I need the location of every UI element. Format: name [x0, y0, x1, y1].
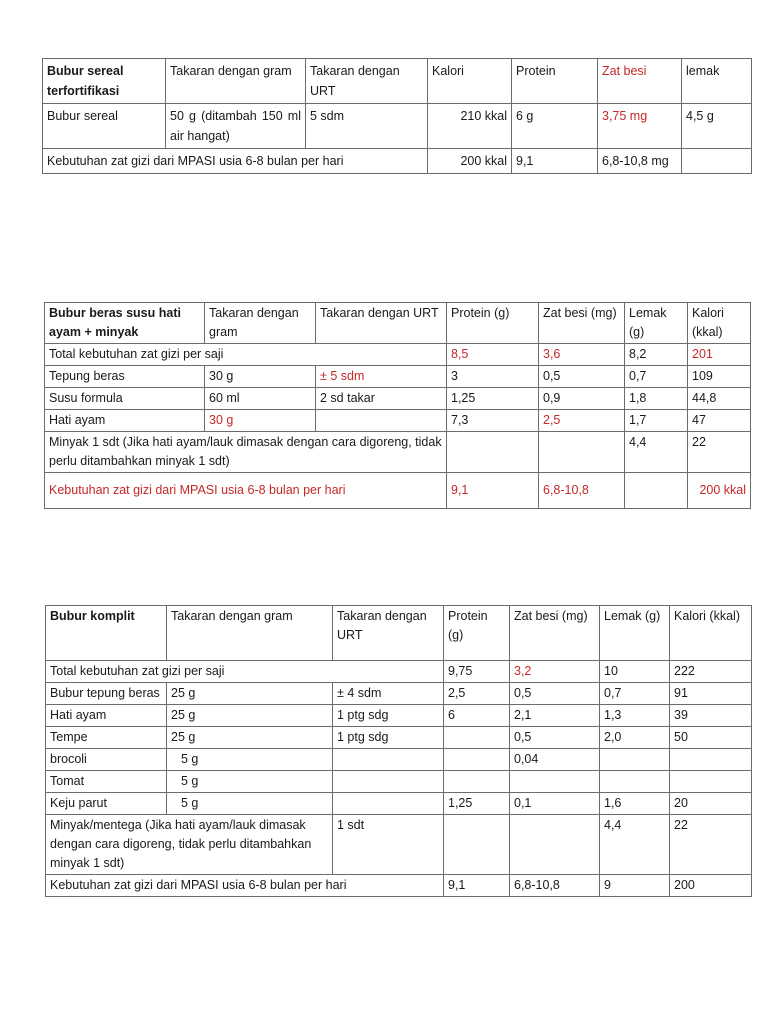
table-cell	[316, 410, 447, 432]
table-row	[46, 771, 752, 793]
table-cell: 9	[600, 875, 670, 897]
header-cell: Kalori (kkal)	[688, 303, 751, 344]
table-row	[45, 366, 751, 388]
table-cell	[444, 727, 510, 749]
table-header-row	[46, 606, 752, 661]
table-cell: brocoli	[46, 749, 167, 771]
table-cell	[510, 771, 600, 793]
table-bubur-sereal	[42, 58, 752, 174]
table-cell: 0,7	[625, 366, 688, 388]
table-cell: Kebutuhan zat gizi dari MPASI usia 6-8 bulan per hari	[45, 473, 447, 509]
table-cell: 1 sdt	[333, 815, 444, 875]
table-cell: 200 kkal	[688, 473, 751, 509]
table-cell: 9,1	[444, 875, 510, 897]
table-cell	[447, 432, 539, 473]
table-cell: 20	[670, 793, 752, 815]
header-cell: Bubur beras susu hati ayam + minyak	[45, 303, 205, 344]
table-header-row	[45, 303, 751, 344]
table-row-kebutuhan	[46, 875, 752, 897]
table-cell	[682, 149, 752, 174]
header-cell: Protein (g)	[444, 606, 510, 661]
table-row	[45, 410, 751, 432]
table-cell	[333, 749, 444, 771]
table-cell: 3,75 mg	[598, 104, 682, 149]
table-cell: 0,04	[510, 749, 600, 771]
header-cell: Lemak (g)	[625, 303, 688, 344]
table-cell: Hati ayam	[46, 705, 167, 727]
table-cell: Tempe	[46, 727, 167, 749]
table-cell: 2,5	[539, 410, 625, 432]
table-cell: 5 g	[167, 771, 333, 793]
table-cell: 91	[670, 683, 752, 705]
header-cell: Zat besi (mg)	[510, 606, 600, 661]
header-cell: Kalori (kkal)	[670, 606, 752, 661]
table-row-minyak	[46, 815, 752, 875]
header-cell: Lemak (g)	[600, 606, 670, 661]
table-cell: 9,1	[512, 149, 598, 174]
table-cell	[600, 771, 670, 793]
table-cell: 25 g	[167, 683, 333, 705]
table-row-minyak	[45, 432, 751, 473]
header-cell: Kalori	[428, 59, 512, 104]
table-cell: 1 ptg sdg	[333, 727, 444, 749]
table-bubur-beras	[44, 302, 751, 509]
table-cell	[600, 749, 670, 771]
table-cell: 50	[670, 727, 752, 749]
table-cell: Susu formula	[45, 388, 205, 410]
table-cell: 3	[447, 366, 539, 388]
table-cell: 6,8-10,8 mg	[598, 149, 682, 174]
table-cell: 47	[688, 410, 751, 432]
table-cell: 39	[670, 705, 752, 727]
table-row	[46, 727, 752, 749]
header-cell: lemak	[682, 59, 752, 104]
table-cell: 4,4	[625, 432, 688, 473]
table-cell: 9,75	[444, 661, 510, 683]
table-cell	[444, 749, 510, 771]
table-row	[43, 104, 752, 149]
header-cell: Takaran dengan gram	[166, 59, 306, 104]
table-row	[43, 149, 752, 174]
table-cell: Minyak/mentega (Jika hati ayam/lauk dimasak dengan cara digoreng, tidak perlu ditambahkan minyak 1 sdt)	[46, 815, 333, 875]
table-cell	[539, 432, 625, 473]
table-cell: Kebutuhan zat gizi dari MPASI usia 6-8 bulan per hari	[46, 875, 444, 897]
table-cell: 50 g (ditambah 150 ml air hangat)	[166, 104, 306, 149]
table-cell: 200 kkal	[428, 149, 512, 174]
header-cell: Zat besi	[598, 59, 682, 104]
table-cell: 22	[688, 432, 751, 473]
table-cell	[444, 771, 510, 793]
table-cell: ± 5 sdm	[316, 366, 447, 388]
table-cell: 210 kkal	[428, 104, 512, 149]
table-cell: 201	[688, 344, 751, 366]
table-cell: 9,1	[447, 473, 539, 509]
table-cell: Kebutuhan zat gizi dari MPASI usia 6-8 bulan per hari	[43, 149, 428, 174]
table-row	[46, 749, 752, 771]
table-cell: 8,5	[447, 344, 539, 366]
table-row	[46, 705, 752, 727]
table-cell: 1,6	[600, 793, 670, 815]
table-cell: 25 g	[167, 727, 333, 749]
header-cell: Takaran dengan URT	[306, 59, 428, 104]
table-cell	[333, 771, 444, 793]
table-row-total	[45, 344, 751, 366]
table-cell: 3,6	[539, 344, 625, 366]
table-cell: 1,7	[625, 410, 688, 432]
table-cell	[670, 771, 752, 793]
table-cell: 0,5	[539, 366, 625, 388]
table-cell: 6 g	[512, 104, 598, 149]
table-cell: 25 g	[167, 705, 333, 727]
table-cell	[444, 815, 510, 875]
table-cell: ± 4 sdm	[333, 683, 444, 705]
table-cell: 0,5	[510, 727, 600, 749]
table-cell: 0,9	[539, 388, 625, 410]
table-cell: 2 sd takar	[316, 388, 447, 410]
table-cell: 6	[444, 705, 510, 727]
header-cell: Takaran dengan URT	[333, 606, 444, 661]
table-cell: Keju parut	[46, 793, 167, 815]
table-cell: Tepung beras	[45, 366, 205, 388]
table-cell: 5 g	[167, 749, 333, 771]
table-cell: 2,5	[444, 683, 510, 705]
header-cell: Protein	[512, 59, 598, 104]
table-cell: 222	[670, 661, 752, 683]
table-cell: 109	[688, 366, 751, 388]
table-cell	[625, 473, 688, 509]
table-cell: 0,1	[510, 793, 600, 815]
table-row	[46, 683, 752, 705]
table-cell: 2,0	[600, 727, 670, 749]
table-cell: 6,8-10,8	[510, 875, 600, 897]
table-cell: Total kebutuhan zat gizi per saji	[45, 344, 447, 366]
table-row-total	[46, 661, 752, 683]
table-cell: Hati ayam	[45, 410, 205, 432]
table-cell: 1,25	[444, 793, 510, 815]
table-cell: 1 ptg sdg	[333, 705, 444, 727]
header-cell: Bubur sereal terfortifikasi	[43, 59, 166, 104]
table-cell: 60 ml	[205, 388, 316, 410]
table-cell: 30 g	[205, 366, 316, 388]
table-cell: Bubur sereal	[43, 104, 166, 149]
table-cell: 5 g	[167, 793, 333, 815]
header-cell: Protein (g)	[447, 303, 539, 344]
table-cell: Total kebutuhan zat gizi per saji	[46, 661, 444, 683]
header-cell: Zat besi (mg)	[539, 303, 625, 344]
table-cell: 44,8	[688, 388, 751, 410]
table-cell: 1,3	[600, 705, 670, 727]
table-cell: 30 g	[205, 410, 316, 432]
header-cell: Bubur komplit	[46, 606, 167, 661]
table-cell	[510, 815, 600, 875]
table-cell: 200	[670, 875, 752, 897]
table-row	[46, 793, 752, 815]
table-cell: Minyak 1 sdt (Jika hati ayam/lauk dimasak dengan cara digoreng, tidak perlu ditambahkan minyak 1 sdt)	[45, 432, 447, 473]
table-cell: 22	[670, 815, 752, 875]
table-cell: 0,7	[600, 683, 670, 705]
table-cell: 1,8	[625, 388, 688, 410]
table-cell: 7,3	[447, 410, 539, 432]
table-cell: 10	[600, 661, 670, 683]
table-bubur-komplit	[45, 605, 752, 897]
table-cell: 4,5 g	[682, 104, 752, 149]
table-cell: 2,1	[510, 705, 600, 727]
header-cell: Takaran dengan gram	[205, 303, 316, 344]
header-cell: Takaran dengan gram	[167, 606, 333, 661]
table-cell: 0,5	[510, 683, 600, 705]
table-cell: Tomat	[46, 771, 167, 793]
table-cell: 6,8-10,8	[539, 473, 625, 509]
table-header-row	[43, 59, 752, 104]
table-cell: 4,4	[600, 815, 670, 875]
table-cell: 8,2	[625, 344, 688, 366]
table-cell: Bubur tepung beras	[46, 683, 167, 705]
table-row-kebutuhan	[45, 473, 751, 509]
table-cell	[670, 749, 752, 771]
table-cell	[333, 793, 444, 815]
table-row	[45, 388, 751, 410]
table-cell: 5 sdm	[306, 104, 428, 149]
header-cell: Takaran dengan URT	[316, 303, 447, 344]
table-cell: 1,25	[447, 388, 539, 410]
table-cell: 3,2	[510, 661, 600, 683]
